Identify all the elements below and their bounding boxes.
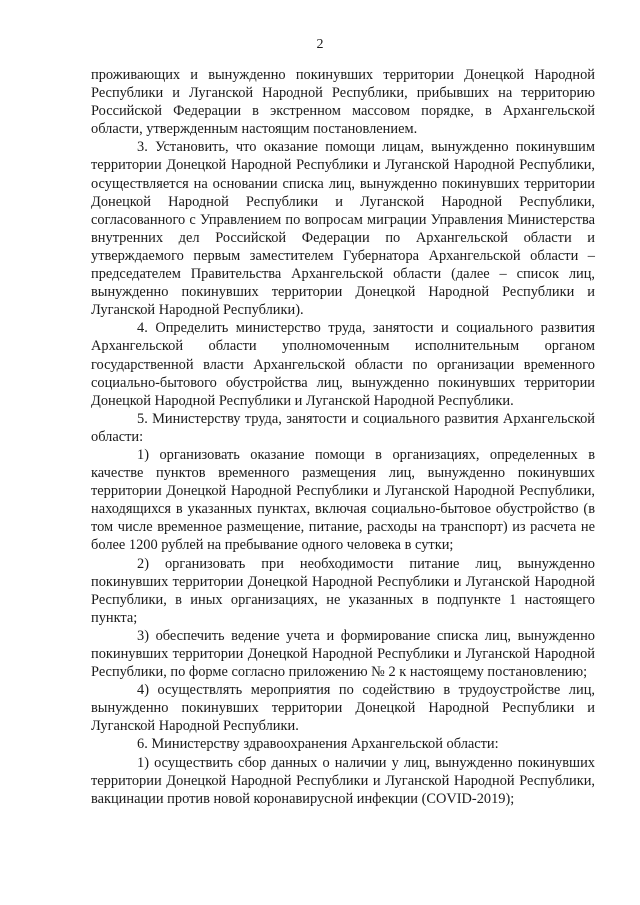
- document-body: [91, 66, 595, 808]
- paragraph-item-5-1: 1) организовать оказание помощи в организациях, определенных в качестве пунктов временного размещения лиц, вынужденно покинувших территории Донецкой Народной Республики и Луганской Народной Республики, находящихся в указанных пунктах, включая социально-бытовое обустройство (в том числе временное размещение, питание, расходы на транспорт) из расчета не более 1200 рублей на пребывание одного человека в сутки;: [91, 446, 595, 554]
- paragraph-item-4: 4. Определить министерство труда, занятости и социального развития Архангельской области уполномоченным исполнительным органом государственной власти Архангельской области по организации временного социально-бытового обустройства лиц, вынужденно покинувших территории Донецкой Народной Республики и Луганской Народной Республики.: [91, 320, 595, 409]
- paragraph-item-5: 5. Министерству труда, занятости и социального развития Архангельской области:: [91, 410, 595, 445]
- paragraph-item-6-1: 1) осуществить сбор данных о наличии у лиц, вынужденно покинувших территории Донецкой Народной Республики и Луганской Народной Республики, вакцинации против новой коронавирусной инфекции (COVID-2019);: [91, 754, 595, 807]
- page-number: 2: [316, 37, 324, 52]
- paragraph-item-5-3: 3) обеспечить ведение учета и формирование списка лиц, вынужденно покинувших территории Донецкой Народной Республики и Луганской Народной Республики, по форме согласно приложению № 2 к настоящему постановлению;: [91, 627, 595, 681]
- paragraph-item-5-2: 2) организовать при необходимости питание лиц, вынужденно покинувших территории Донецкой Народной Республики и Луганской Народной Республики, в иных организациях, не указанных в подпункте 1 настоящего пункта;: [91, 555, 595, 626]
- paragraph-continuation: проживающих и вынужденно покинувших территории Донецкой Народной Республики и Луганской Народной Республики, прибывших на территорию Российской Федерации в экстренном массовом порядке, в Архангельской области, утвержденным настоящим постановлением.: [91, 67, 595, 138]
- paragraph-item-3: 3. Установить, что оказание помощи лицам, вынужденно покинувшим территории Донецкой Народной Республики и Луганской Народной Республики, осуществляется на основании списка лиц, вынужденно покинувших территории Донецкой Народной Республики и Луганской Народной Республики, согласованного с Управлением по вопросам миграции Управления Министерства внутренних дел Российской Федерации по Архангельской области и утверждаемого первым заместителем Губернатора Архангельской области – председателем Правительства Архангельской области (далее – список лиц, вынужденно покинувших территории Донецкой Народной Республики и Луганской Народной Республики).: [91, 139, 595, 319]
- paragraph-item-5-4: 4) осуществлять мероприятия по содействию в трудоустройстве лиц, вынужденно покинувших территории Донецкой Народной Республики и Луганской Народной Республики.: [91, 682, 595, 735]
- paragraph-item-6: 6. Министерству здравоохранения Архангельской области:: [137, 736, 499, 753]
